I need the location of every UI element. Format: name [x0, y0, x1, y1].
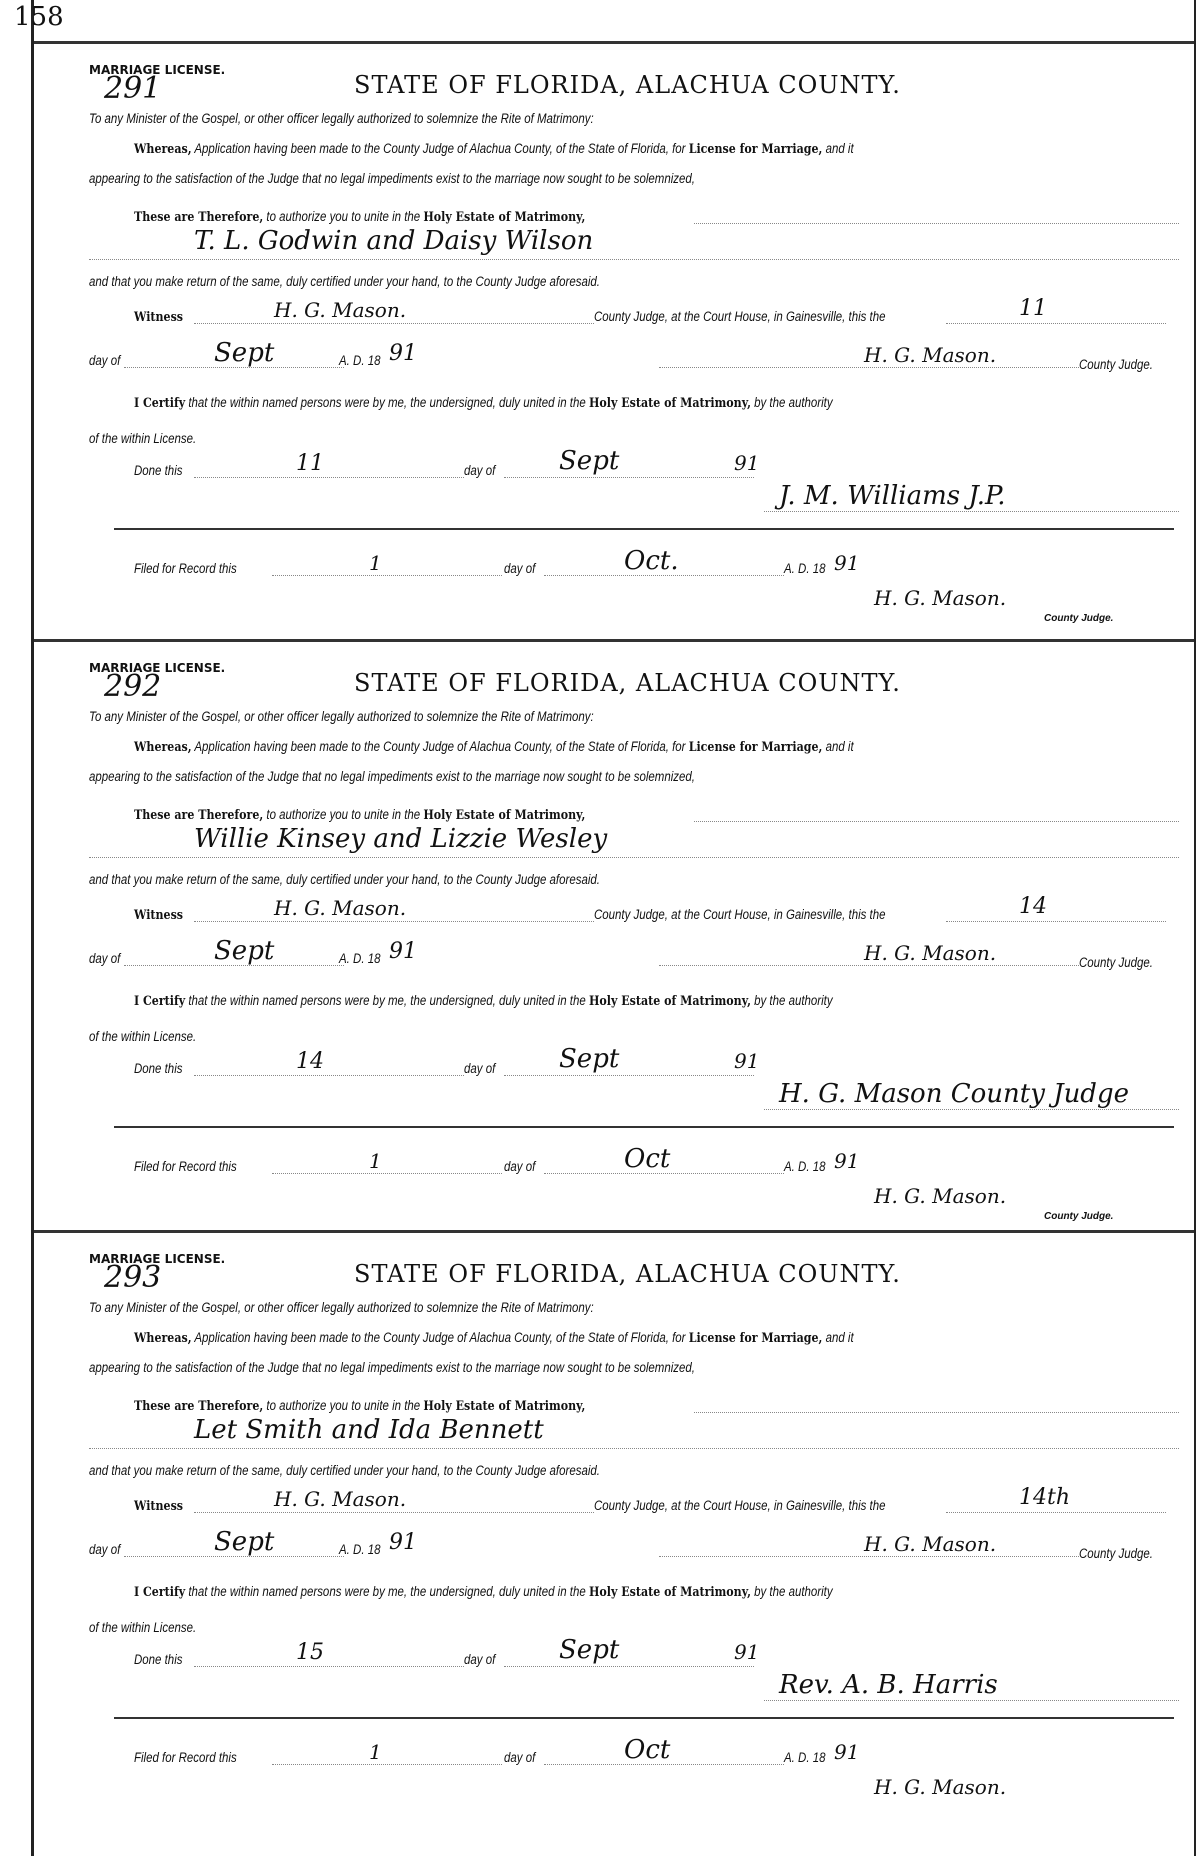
- appearing-line: appearing to the satisfaction of the Judge that no legal impediments exist to the marriage now sought to be solemnized,: [89, 769, 695, 784]
- court-house-text: County Judge, at the Court House, in Gainesville, this the: [594, 907, 886, 922]
- day-of-label: day of: [89, 353, 121, 368]
- whereas-text: Application having been made to the County Judge of Alachua County, of the State of Florida, for: [194, 141, 686, 156]
- license-month: Sept: [214, 936, 275, 966]
- license-month: Sept: [214, 338, 275, 368]
- license-title: STATE OF FLORIDA, ALACHUA COUNTY.: [354, 669, 901, 697]
- certify-text: that the within named persons were by me, the undersigned, duly united in the: [188, 395, 586, 410]
- witness-day: 14th: [1019, 1485, 1071, 1510]
- divider: [114, 528, 1174, 530]
- filed-day: 1: [369, 1149, 382, 1173]
- witness-signature: H. G. Mason.: [274, 1487, 407, 1511]
- day-of-label: day of: [504, 1159, 536, 1174]
- authority-text: by the authority: [754, 993, 833, 1008]
- county-judge-label: County Judge.: [1079, 955, 1154, 970]
- day-of-label: day of: [464, 463, 496, 478]
- address-line: To any Minister of the Gospel, or other officer legally authorized to solemnize the Rite of Matrimony:: [89, 709, 594, 724]
- couple-names: Let Smith and Ida Bennett: [194, 1415, 544, 1445]
- ad-label: A. D. 18: [784, 1750, 826, 1765]
- holy-estate-text: Holy Estate of Matrimony,: [588, 396, 751, 411]
- certify-line: [134, 395, 833, 411]
- license-number: 293: [104, 1260, 162, 1295]
- certify-line: [134, 993, 833, 1009]
- filed-day: 1: [369, 1740, 382, 1764]
- done-day: 15: [296, 1640, 324, 1665]
- appearing-line: appearing to the satisfaction of the Judge that no legal impediments exist to the marriage now sought to be solemnized,: [89, 1360, 695, 1375]
- certify-text: that the within named persons were by me, the undersigned, duly united in the: [188, 1584, 586, 1599]
- divider: [114, 1126, 1174, 1128]
- therefore-heading: These are Therefore,: [134, 808, 264, 823]
- within-license-text: of the within License.: [89, 431, 197, 446]
- whereas-line: [134, 1330, 854, 1346]
- done-year: 91: [734, 451, 760, 475]
- done-month: Sept: [559, 1635, 620, 1665]
- witness-signature: H. G. Mason.: [274, 896, 407, 920]
- filed-judge-title: County Judge.: [1044, 613, 1114, 624]
- judge-signature: H. G. Mason.: [864, 1532, 997, 1556]
- within-license-text: of the within License.: [89, 1029, 197, 1044]
- whereas-heading: Whereas,: [134, 740, 192, 755]
- and-it-text: and it: [825, 739, 854, 754]
- holy-estate-text: Holy Estate of Matrimony,: [423, 210, 586, 225]
- filed-month: Oct: [624, 1144, 671, 1174]
- authorize-text: to authorize you to unite in the: [266, 209, 421, 224]
- whereas-text: Application having been made to the County Judge of Alachua County, of the State of Florida, for: [194, 739, 686, 754]
- therefore-line: [134, 209, 585, 225]
- filed-year: 91: [834, 1149, 860, 1173]
- authority-text: by the authority: [754, 395, 833, 410]
- witness-heading: Witness: [134, 908, 184, 923]
- divider: [114, 1717, 1174, 1719]
- right-margin-line: [1194, 0, 1196, 1856]
- done-year: 91: [734, 1640, 760, 1664]
- day-of-label: day of: [504, 561, 536, 576]
- officiant-signature: J. M. Williams J.P.: [779, 481, 1006, 511]
- filed-judge-signature: H. G. Mason.: [874, 1775, 1007, 1799]
- marriage-license-record: [34, 1230, 1194, 1822]
- done-year: 91: [734, 1049, 760, 1073]
- ad-label: A. D. 18: [339, 1542, 381, 1557]
- certify-line: [134, 1584, 833, 1600]
- witness-heading: Witness: [134, 310, 184, 325]
- witness-day: 11: [1019, 296, 1047, 321]
- certify-heading: I Certify: [134, 1585, 186, 1600]
- done-month: Sept: [559, 446, 620, 476]
- marriage-license-record: [34, 41, 1194, 633]
- license-label: MARRIAGE LICENSE.: [89, 661, 226, 675]
- day-of-label: day of: [89, 1542, 121, 1557]
- done-this-label: Done this: [134, 1061, 183, 1076]
- witness-label: [134, 309, 183, 325]
- filed-year: 91: [834, 551, 860, 575]
- license-number: 291: [104, 71, 162, 106]
- filed-label: Filed for Record this: [134, 1750, 237, 1765]
- court-house-text: County Judge, at the Court House, in Gainesville, this the: [594, 309, 886, 324]
- certify-heading: I Certify: [134, 994, 186, 1009]
- whereas-heading: Whereas,: [134, 1331, 192, 1346]
- authorize-text: to authorize you to unite in the: [266, 1398, 421, 1413]
- filed-label: Filed for Record this: [134, 1159, 237, 1174]
- court-house-text: County Judge, at the Court House, in Gainesville, this the: [594, 1498, 886, 1513]
- and-it-text: and it: [825, 141, 854, 156]
- and-it-text: and it: [825, 1330, 854, 1345]
- license-title: STATE OF FLORIDA, ALACHUA COUNTY.: [354, 1260, 901, 1288]
- filed-month: Oct.: [624, 546, 679, 576]
- couple-names: T. L. Godwin and Daisy Wilson: [194, 226, 594, 256]
- holy-estate-text: Holy Estate of Matrimony,: [423, 1399, 586, 1414]
- therefore-heading: These are Therefore,: [134, 210, 264, 225]
- whereas-heading: Whereas,: [134, 142, 192, 157]
- ad-label: A. D. 18: [339, 353, 381, 368]
- done-month: Sept: [559, 1044, 620, 1074]
- done-this-label: Done this: [134, 1652, 183, 1667]
- address-line: To any Minister of the Gospel, or other officer legally authorized to solemnize the Rite of Matrimony:: [89, 1300, 594, 1315]
- whereas-line: [134, 739, 854, 755]
- address-line: To any Minister of the Gospel, or other officer legally authorized to solemnize the Rite of Matrimony:: [89, 111, 594, 126]
- return-line: and that you make return of the same, duly certified under your hand, to the County Judge aforesaid.: [89, 1463, 600, 1478]
- whereas-line: [134, 141, 854, 157]
- filed-day: 1: [369, 551, 382, 575]
- authority-text: by the authority: [754, 1584, 833, 1599]
- holy-estate-text: Holy Estate of Matrimony,: [588, 1585, 751, 1600]
- license-label: MARRIAGE LICENSE.: [89, 1252, 226, 1266]
- certify-heading: I Certify: [134, 396, 186, 411]
- done-day: 14: [296, 1049, 324, 1074]
- certify-text: that the within named persons were by me, the undersigned, duly united in the: [188, 993, 586, 1008]
- ad-label: A. D. 18: [784, 561, 826, 576]
- county-judge-label: County Judge.: [1079, 1546, 1154, 1561]
- section-rule: [34, 639, 1194, 642]
- day-of-label: day of: [504, 1750, 536, 1765]
- whereas-text: Application having been made to the County Judge of Alachua County, of the State of Florida, for: [194, 1330, 686, 1345]
- couple-names: Willie Kinsey and Lizzie Wesley: [194, 824, 608, 854]
- license-year: 91: [389, 939, 417, 964]
- return-line: and that you make return of the same, duly certified under your hand, to the County Judge aforesaid.: [89, 872, 600, 887]
- section-rule: [34, 1230, 1194, 1233]
- officiant-signature: H. G. Mason County Judge: [779, 1079, 1129, 1109]
- section-rule: [34, 41, 1194, 44]
- filed-label: Filed for Record this: [134, 561, 237, 576]
- license-for-marriage: License for Marriage,: [688, 740, 823, 755]
- filed-year: 91: [834, 1740, 860, 1764]
- holy-estate-text: Holy Estate of Matrimony,: [423, 808, 586, 823]
- marriage-license-record: [34, 639, 1194, 1231]
- filed-judge-signature: H. G. Mason.: [874, 1184, 1007, 1208]
- license-number: 292: [104, 669, 162, 704]
- witness-heading: Witness: [134, 1499, 184, 1514]
- license-year: 91: [389, 1530, 417, 1555]
- officiant-signature: Rev. A. B. Harris: [779, 1670, 998, 1700]
- therefore-heading: These are Therefore,: [134, 1399, 264, 1414]
- ad-label: A. D. 18: [339, 951, 381, 966]
- judge-signature: H. G. Mason.: [864, 941, 997, 965]
- license-month: Sept: [214, 1527, 275, 1557]
- license-for-marriage: License for Marriage,: [688, 1331, 823, 1346]
- license-title: STATE OF FLORIDA, ALACHUA COUNTY.: [354, 71, 901, 99]
- county-judge-label: County Judge.: [1079, 357, 1154, 372]
- therefore-line: [134, 1398, 585, 1414]
- witness-label: [134, 907, 183, 923]
- day-of-label: day of: [89, 951, 121, 966]
- day-of-label: day of: [464, 1061, 496, 1076]
- done-day: 11: [296, 451, 324, 476]
- witness-day: 14: [1019, 894, 1047, 919]
- license-for-marriage: License for Marriage,: [688, 142, 823, 157]
- holy-estate-text: Holy Estate of Matrimony,: [588, 994, 751, 1009]
- filed-judge-title: County Judge.: [1044, 1211, 1114, 1222]
- page-number: 158: [14, 2, 64, 32]
- filed-judge-signature: H. G. Mason.: [874, 586, 1007, 610]
- filed-month: Oct: [624, 1735, 671, 1765]
- license-year: 91: [389, 341, 417, 366]
- within-license-text: of the within License.: [89, 1620, 197, 1635]
- witness-signature: H. G. Mason.: [274, 298, 407, 322]
- witness-label: [134, 1498, 183, 1514]
- ad-label: A. D. 18: [784, 1159, 826, 1174]
- return-line: and that you make return of the same, duly certified under your hand, to the County Judge aforesaid.: [89, 274, 600, 289]
- license-label: MARRIAGE LICENSE.: [89, 63, 226, 77]
- authorize-text: to authorize you to unite in the: [266, 807, 421, 822]
- therefore-line: [134, 807, 585, 823]
- done-this-label: Done this: [134, 463, 183, 478]
- appearing-line: appearing to the satisfaction of the Judge that no legal impediments exist to the marriage now sought to be solemnized,: [89, 171, 695, 186]
- judge-signature: H. G. Mason.: [864, 343, 997, 367]
- day-of-label: day of: [464, 1652, 496, 1667]
